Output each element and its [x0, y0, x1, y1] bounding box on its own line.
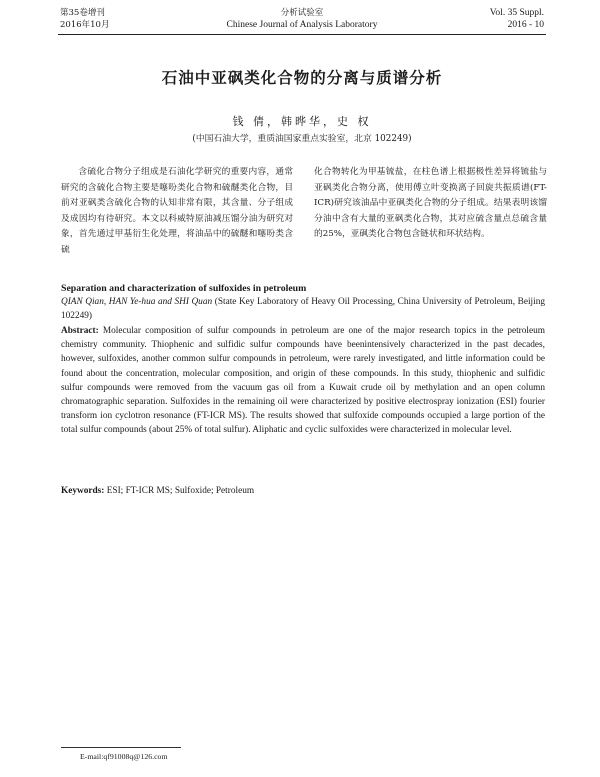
header-divider [58, 34, 546, 35]
affiliation-cn: (中国石油大学，重质油国家重点实验室，北京 102249) [192, 134, 412, 144]
journal-volume-en [490, 7, 544, 31]
journal-name-cn: 分析试验室 [280, 8, 324, 18]
abstract-en [61, 324, 545, 438]
affiliation-en: (State Key Laboratory of Heavy Oil Processing, China University of Petroleum, Beijing 102249) [61, 297, 546, 321]
running-header [60, 7, 544, 35]
keywords-list: ESI; FT-ICR MS; Sulfoxide; Petroleum [106, 486, 255, 496]
abstract-cn-column-left: 含硫化合物分子组成是石油化学研究的重要内容，通常研究的含硫化合物主要是噻吩类化合物和硫醚类化合物，目前对亚砜类含硫化合物的认知非常有限，其含量、分子组成及成因均有待研究。本文以科威特原油减压馏分油为研究对象，首先通过甲基衍生化处理，将油品中的硫醚和噻吩类含硫 [61, 167, 293, 255]
author-email: E-mail:qf91008q@126.com [80, 752, 168, 761]
journal-name [60, 7, 544, 31]
keywords-label: Keywords: [61, 486, 105, 496]
abstract-cn-column-right: 化合物转化为甲基锍盐，在柱色谱上根据极性差异将锍盐与亚砜类化合物分离，使用傅立叶变换离子回旋共振质谱(FT-ICR)研究该油品中亚砜类化合物的分子组成。结果表明该馏分油中含有大量的亚砜类化合物，其对应硫含量点总硫含量的25%，亚砜类化合物包含链状和环状结构。 [314, 167, 547, 240]
authors-en [61, 296, 545, 323]
abstract-label: Abstract: [61, 326, 99, 336]
volume-en: Vol. 35 Suppl. [489, 8, 544, 18]
footnote-divider [61, 747, 181, 748]
keywords [61, 486, 545, 496]
abstract-text-en: Molecular composition of sulfur compounds in petroleum are one of the major research topics in the petroleum chemistry community. Thiophenic and sulfidic sulfur compounds have beenintensively characterized in the past decades, however, sulfoxides, another common sulfur compounds in petroleum, were rarely investigated, and little information could be found about the concentration, molecular composition, and origin of these compounds. In this study, thiophenic and sulfidic sulfur compounds were removed from the vacuum gas oil from a Kuwait crude oil by methylation and an open column chromatographic separation. Sulfoxides in the remaining oil were characterized by positive electrospray ionization (ESI) fourier transform ion cyclotron resonance (FT-ICR MS). The results showed that sulfoxide compounds occupied a large portion of the total sulfur compounds (about 25% of total sulfur). Aliphatic and cyclic sulfoxides were characterized in molecular level. [61, 326, 546, 436]
article-title-en: Separation and characterization of sulfoxides in petroleum [61, 283, 307, 294]
issue-date: 2016年10月 [60, 20, 110, 30]
journal-name-en: Chinese Journal of Analysis Laboratory [226, 20, 378, 30]
author-names-en: QIAN Qian, HAN Ye-hua and SHI Quan [61, 297, 213, 307]
authors-cn: 钱 倩，韩晔华，史 权 [232, 115, 372, 128]
volume-label: 第35卷增刊 [60, 8, 105, 18]
issue-date-en: 2016 - 10 [507, 20, 544, 30]
article-title-cn: 石油中亚砜类化合物的分离与质谱分析 [161, 69, 443, 87]
